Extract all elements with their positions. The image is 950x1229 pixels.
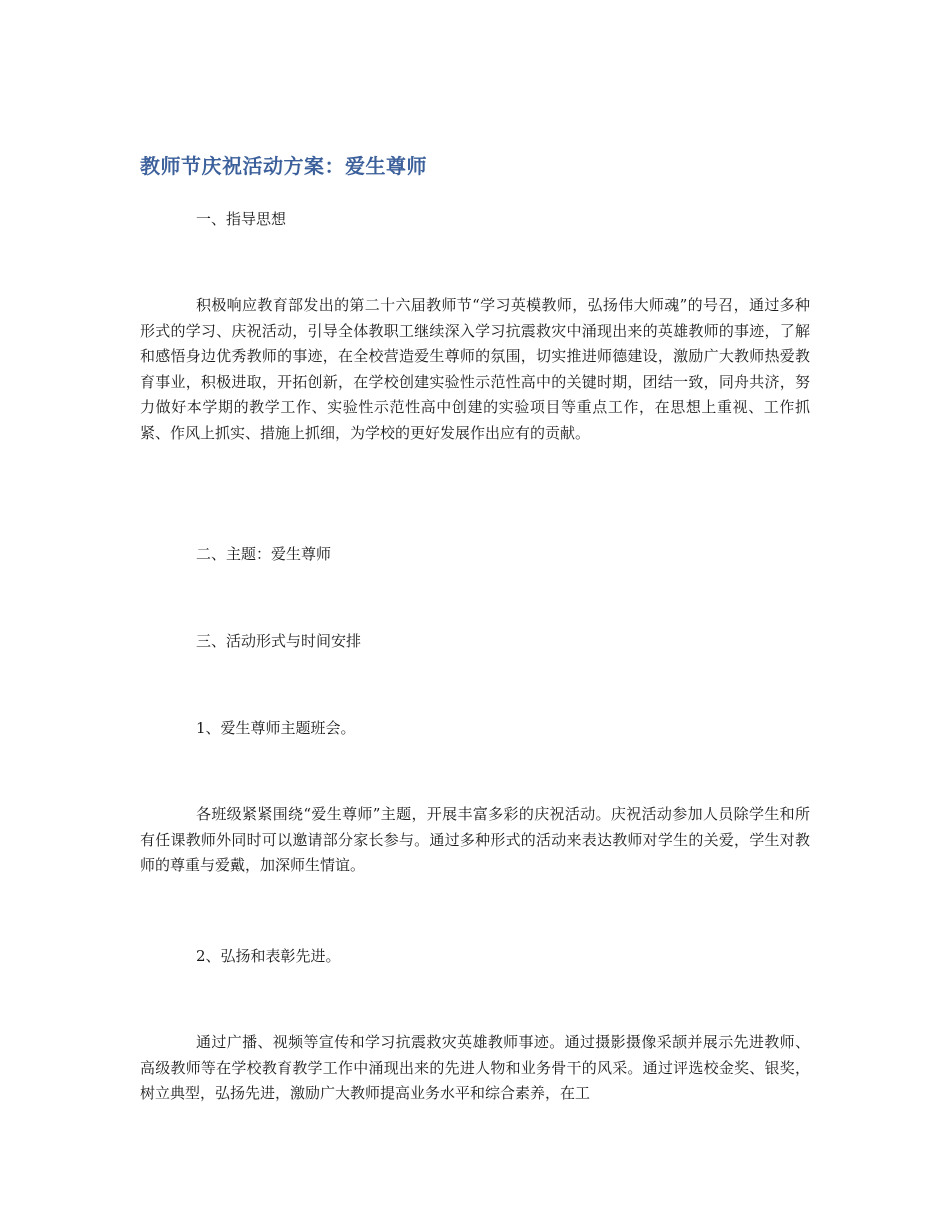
paragraph-guiding: 积极响应教育部发出的第二十六届教师节“学习英模教师，弘扬伟大师魂”的号召，通过多种形式的学习、庆祝活动，引导全体教职工继续深入学习抗震救灾中涌现出来的英雄教师的事迹，了解和感悟身边优秀教师的事迹，在全校营造爱生尊师的氛围，切实推进师德建设，激励广大教师热爱教育事业，积极进取，开拓创新，在学校创建实验性示范性高中的关键时期，团结一致，同舟共济，努力做好本学期的教学工作、实验性示范性高中创建的实验项目等重点工作，在思想上重视、工作抓紧、作风上抓实、措施上抓细，为学校的更好发展作出应有的贡献。 [140, 296, 810, 442]
item-heading-1: 1、爱生尊师主题班会。 [196, 719, 356, 737]
paragraph-item-2: 通过广播、视频等宣传和学习抗震救灾英雄教师事迹。通过摄影摄像采颉并展示先进教师、高级教师等在学校教育教学工作中涌现出来的先进人物和业务骨干的风采。通过评选校金奖、银奖，树立典型，弘扬先进，激励广大教师提高业务水平和综合素养，在工 [140, 1033, 810, 1102]
section-heading-activities: 三、活动形式与时间安排 [196, 632, 362, 650]
paragraph-item-1: 各班级紧紧围绕“爱生尊师”主题，开展丰富多彩的庆祝活动。庆祝活动参加人员除学生和所有任课教师外同时可以邀请部分家长参与。通过多种形式的活动来表达教师对学生的关爱，学生对教师的尊重与爱戴，加深师生情谊。 [140, 805, 810, 874]
item-heading-2: 2、弘扬和表彰先进。 [196, 947, 341, 965]
section-heading-theme: 二、主题：爱生尊师 [196, 545, 332, 563]
section-heading-guiding: 一、指导思想 [196, 210, 287, 228]
document-title: 教师节庆祝活动方案：爱生尊师 [140, 154, 427, 178]
